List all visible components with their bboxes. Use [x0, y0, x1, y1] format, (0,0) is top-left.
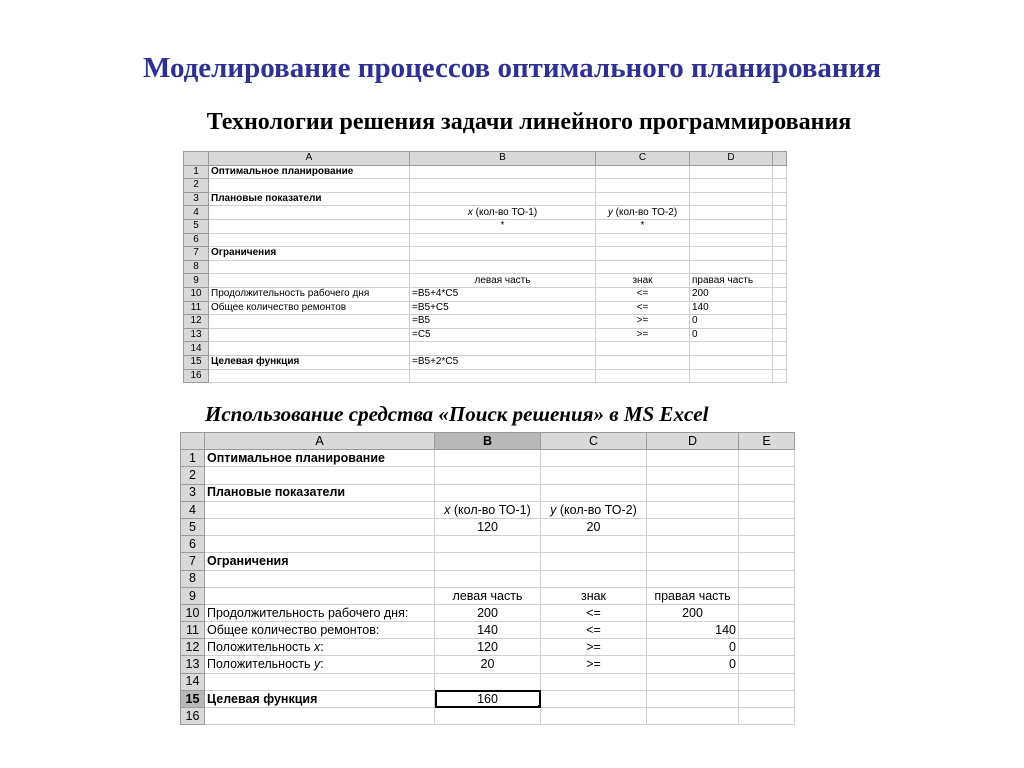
cell-b[interactable] [435, 450, 541, 467]
cell-d[interactable] [647, 484, 739, 501]
cell-b[interactable] [435, 553, 541, 570]
cell-b[interactable] [410, 342, 596, 356]
column-header-a[interactable]: A [205, 433, 435, 450]
cell-e[interactable] [739, 708, 795, 725]
row-number[interactable]: 6 [184, 233, 209, 247]
cell-d[interactable] [690, 192, 773, 206]
cell-b[interactable] [435, 673, 541, 690]
cell-e[interactable] [773, 328, 787, 342]
cell-a[interactable] [205, 570, 435, 587]
cell-c[interactable] [541, 450, 647, 467]
cell-e[interactable] [773, 274, 787, 288]
cell-b[interactable] [410, 233, 596, 247]
row-number[interactable]: 7 [181, 553, 205, 570]
cell-d[interactable]: 0 [647, 639, 739, 656]
cell-b[interactable] [410, 247, 596, 261]
cell-a[interactable]: Продолжительность рабочего дня: [205, 604, 435, 621]
row-number[interactable]: 2 [181, 467, 205, 484]
cell-a[interactable]: Ограничения [209, 247, 410, 261]
table-row [181, 639, 795, 656]
cell-e[interactable] [739, 639, 795, 656]
row-number[interactable]: 13 [181, 656, 205, 673]
cell-c[interactable] [596, 165, 690, 179]
cell-e[interactable] [739, 467, 795, 484]
cell-d[interactable]: правая часть [690, 274, 773, 288]
variable-letter: y [550, 502, 557, 517]
cell-c[interactable]: >= [596, 328, 690, 342]
active-cell-b15[interactable]: 160 [435, 690, 541, 707]
cell-b[interactable]: 120 [435, 518, 541, 535]
row-number[interactable]: 1 [184, 165, 209, 179]
cell-e[interactable] [739, 501, 795, 518]
cell-a[interactable] [205, 467, 435, 484]
table-row [181, 450, 795, 467]
table-row [181, 484, 795, 501]
cell-b[interactable] [435, 536, 541, 553]
cell-b[interactable] [435, 708, 541, 725]
cell-c[interactable]: знак [596, 274, 690, 288]
cell-a[interactable]: Общее количество ремонтов [209, 301, 410, 315]
cell-a[interactable] [209, 260, 410, 274]
cell-a[interactable] [209, 179, 410, 193]
cell-d[interactable]: 140 [690, 301, 773, 315]
cell-b[interactable] [410, 260, 596, 274]
row-number[interactable]: 8 [181, 570, 205, 587]
cell-e[interactable] [773, 247, 787, 261]
variable-letter: x [314, 640, 321, 655]
cell-d[interactable] [690, 179, 773, 193]
cell-d[interactable] [647, 536, 739, 553]
table-row [184, 260, 787, 274]
cell-d[interactable]: 0 [690, 328, 773, 342]
column-header-b[interactable]: B [435, 433, 541, 450]
cell-d[interactable]: правая часть [647, 587, 739, 604]
cell-d[interactable]: 0 [690, 315, 773, 329]
row-number[interactable]: 12 [181, 639, 205, 656]
row-number[interactable]: 3 [184, 192, 209, 206]
cell-c[interactable]: <= [596, 301, 690, 315]
table-row [181, 587, 795, 604]
cell-b[interactable]: левая часть [435, 587, 541, 604]
cell-e[interactable] [739, 518, 795, 535]
table-row [181, 690, 795, 707]
table-row [181, 518, 795, 535]
cell-c[interactable] [541, 467, 647, 484]
cell-b[interactable] [410, 192, 596, 206]
table-row [181, 673, 795, 690]
cell-a[interactable] [209, 328, 410, 342]
column-header-d[interactable]: D [690, 152, 773, 166]
table-row [181, 708, 795, 725]
cell-c[interactable]: <= [596, 287, 690, 301]
table-row [184, 192, 787, 206]
row-number[interactable]: 10 [181, 604, 205, 621]
solver-caption: Использование средства «Поиск решения» в MS Excel [205, 402, 709, 426]
column-header-d[interactable]: D [647, 433, 739, 450]
cell-e[interactable] [773, 233, 787, 247]
cell-c[interactable]: 20 [541, 518, 647, 535]
fill-handle[interactable] [538, 705, 541, 708]
cell-c[interactable]: <= [541, 604, 647, 621]
row-number[interactable]: 4 [181, 501, 205, 518]
row-number[interactable]: 10 [184, 287, 209, 301]
cell-d[interactable] [690, 355, 773, 369]
cell-d[interactable] [690, 260, 773, 274]
cell-d[interactable] [690, 233, 773, 247]
cell-e[interactable] [773, 301, 787, 315]
row-number[interactable]: 13 [184, 328, 209, 342]
cell-a[interactable] [209, 274, 410, 288]
table-row [184, 287, 787, 301]
column-header-c[interactable]: C [541, 433, 647, 450]
row-number[interactable]: 5 [181, 518, 205, 535]
cell-b[interactable]: =B5 [410, 315, 596, 329]
cell-a[interactable]: Плановые показатели [205, 484, 435, 501]
row-number[interactable]: 14 [184, 342, 209, 356]
cell-a[interactable]: Положительность y: [205, 656, 435, 673]
cell-c[interactable] [596, 260, 690, 274]
row-number[interactable]: 9 [181, 587, 205, 604]
variable-letter: x [444, 502, 451, 517]
cell-d[interactable] [690, 165, 773, 179]
table-row [184, 233, 787, 247]
cell-e[interactable] [773, 206, 787, 220]
cell-a[interactable]: Ограничения [205, 553, 435, 570]
cell-b[interactable] [410, 165, 596, 179]
cell-c[interactable]: y (кол-во ТО-2) [596, 206, 690, 220]
cell-e[interactable] [739, 656, 795, 673]
table-row [184, 315, 787, 329]
cell-b[interactable]: =C5 [410, 328, 596, 342]
column-header-a[interactable]: A [209, 152, 410, 166]
cell-d[interactable] [690, 247, 773, 261]
table-row [184, 165, 787, 179]
cell-a[interactable] [205, 708, 435, 725]
cell-c[interactable] [596, 355, 690, 369]
cell-a[interactable] [209, 219, 410, 233]
cell-a[interactable] [205, 501, 435, 518]
cell-c[interactable] [596, 233, 690, 247]
cell-d[interactable] [647, 501, 739, 518]
cell-c[interactable]: >= [596, 315, 690, 329]
variable-letter: y [607, 206, 613, 218]
variable-letter: y [314, 657, 321, 672]
formula-spreadsheet [183, 151, 787, 383]
cell-d[interactable]: 0 [647, 656, 739, 673]
cell-c[interactable]: * [596, 219, 690, 233]
cell-a[interactable] [205, 536, 435, 553]
row-number[interactable]: 15 [181, 690, 205, 707]
cell-e[interactable] [739, 484, 795, 501]
cell-b[interactable]: =B5+2*C5 [410, 355, 596, 369]
cell-b[interactable] [435, 484, 541, 501]
cell-d[interactable] [647, 450, 739, 467]
table-row [184, 179, 787, 193]
table-row [181, 622, 795, 639]
cell-e[interactable] [773, 192, 787, 206]
cell-d[interactable] [647, 708, 739, 725]
cell-a[interactable] [209, 233, 410, 247]
cell-a[interactable]: Положительность x: [205, 639, 435, 656]
variable-letter: x [467, 206, 473, 218]
row-number[interactable]: 12 [184, 315, 209, 329]
cell-c[interactable]: знак [541, 587, 647, 604]
cell-d[interactable] [647, 570, 739, 587]
table-row [184, 355, 787, 369]
column-header-e[interactable]: E [739, 433, 795, 450]
cell-d[interactable] [690, 206, 773, 220]
cell-a[interactable]: Продолжительность рабочего дня [209, 287, 410, 301]
cell-c[interactable]: y (кол-во ТО-2) [541, 501, 647, 518]
cell-e[interactable] [739, 690, 795, 707]
cell-e[interactable] [739, 536, 795, 553]
cell-b[interactable]: x (кол-во ТО-1) [435, 501, 541, 518]
cell-b[interactable]: =B5+4*C5 [410, 287, 596, 301]
cell-d[interactable]: 140 [647, 622, 739, 639]
cell-c[interactable] [596, 179, 690, 193]
slide-title: Моделирование процессов оптимального планирования [142, 52, 882, 84]
cell-a[interactable]: Общее количество ремонтов: [205, 622, 435, 639]
table-row [181, 501, 795, 518]
cell-a[interactable] [209, 342, 410, 356]
cell-a[interactable] [205, 587, 435, 604]
cell-b[interactable]: 120 [435, 639, 541, 656]
cell-d[interactable] [647, 553, 739, 570]
row-number[interactable]: 16 [181, 708, 205, 725]
table-row [184, 274, 787, 288]
cell-a[interactable]: Целевая функция [205, 690, 435, 707]
cell-b[interactable]: x (кол-во ТО-1) [410, 206, 596, 220]
column-header-row [184, 152, 787, 166]
row-number[interactable]: 6 [181, 536, 205, 553]
cell-d[interactable] [690, 219, 773, 233]
cell-c[interactable] [541, 536, 647, 553]
table-row [181, 467, 795, 484]
cell-e[interactable] [739, 570, 795, 587]
row-number[interactable]: 16 [184, 369, 209, 383]
row-number[interactable]: 9 [184, 274, 209, 288]
cell-b[interactable]: 20 [435, 656, 541, 673]
cell-d[interactable] [647, 467, 739, 484]
cell-c[interactable]: >= [541, 656, 647, 673]
cell-e[interactable] [739, 622, 795, 639]
cell-a[interactable] [205, 518, 435, 535]
table-row [184, 328, 787, 342]
cell-e[interactable] [773, 179, 787, 193]
row-number[interactable]: 11 [184, 301, 209, 315]
select-all-corner[interactable] [181, 433, 205, 450]
cell-d[interactable] [647, 690, 739, 707]
cell-b[interactable]: =B5+C5 [410, 301, 596, 315]
row-number[interactable]: 5 [184, 219, 209, 233]
table-row [181, 536, 795, 553]
column-header-e[interactable] [773, 152, 787, 166]
cell-c[interactable] [541, 690, 647, 707]
cell-c[interactable] [541, 553, 647, 570]
table-row [181, 553, 795, 570]
cell-d[interactable] [690, 342, 773, 356]
cell-d[interactable] [647, 673, 739, 690]
row-number[interactable]: 2 [184, 179, 209, 193]
cell-a[interactable] [205, 673, 435, 690]
cell-a[interactable]: Плановые показатели [209, 192, 410, 206]
row-number[interactable]: 15 [184, 355, 209, 369]
cell-a[interactable] [209, 206, 410, 220]
table-row [184, 301, 787, 315]
cell-b[interactable]: 140 [435, 622, 541, 639]
table-row [181, 570, 795, 587]
slide-subtitle: Технологии решения задачи линейного программирования [206, 109, 852, 135]
row-number[interactable]: 11 [181, 622, 205, 639]
cell-b[interactable]: * [410, 219, 596, 233]
cell-e[interactable] [773, 260, 787, 274]
table-row [184, 206, 787, 220]
cell-c[interactable]: >= [541, 639, 647, 656]
column-header-b[interactable]: B [410, 152, 596, 166]
cell-b[interactable] [410, 369, 596, 383]
cell-e[interactable] [739, 553, 795, 570]
cell-a[interactable] [209, 315, 410, 329]
cell-b[interactable]: 200 [435, 604, 541, 621]
cell-e[interactable] [739, 604, 795, 621]
cell-c[interactable] [596, 342, 690, 356]
cell-a[interactable]: Целевая функция [209, 355, 410, 369]
cell-c[interactable] [596, 247, 690, 261]
cell-b[interactable] [435, 570, 541, 587]
cell-b[interactable] [410, 179, 596, 193]
cell-e[interactable] [773, 315, 787, 329]
cell-d[interactable] [647, 518, 739, 535]
cell-e[interactable] [773, 287, 787, 301]
select-all-corner[interactable] [184, 152, 209, 166]
table-row [181, 604, 795, 621]
table-row [184, 369, 787, 383]
column-header-c[interactable]: C [596, 152, 690, 166]
row-number[interactable]: 8 [184, 260, 209, 274]
cell-c[interactable] [541, 570, 647, 587]
cell-c[interactable] [541, 673, 647, 690]
cell-b[interactable] [435, 467, 541, 484]
column-header-row [181, 433, 795, 450]
cell-c[interactable] [596, 192, 690, 206]
cell-a[interactable]: Оптимальное планирование [209, 165, 410, 179]
cell-a[interactable]: Оптимальное планирование [205, 450, 435, 467]
table-row [184, 247, 787, 261]
row-number[interactable]: 3 [181, 484, 205, 501]
cell-c[interactable] [541, 484, 647, 501]
cell-d[interactable]: 200 [647, 604, 739, 621]
cell-e[interactable] [773, 369, 787, 383]
cell-e[interactable] [739, 587, 795, 604]
table-row [181, 656, 795, 673]
row-number[interactable]: 1 [181, 450, 205, 467]
cell-e[interactable] [739, 673, 795, 690]
table-row [184, 342, 787, 356]
row-number[interactable]: 7 [184, 247, 209, 261]
cell-a[interactable] [209, 369, 410, 383]
cell-c[interactable] [541, 708, 647, 725]
row-number[interactable]: 4 [184, 206, 209, 220]
cell-b[interactable]: левая часть [410, 274, 596, 288]
solver-result-spreadsheet [180, 432, 795, 725]
cell-e[interactable] [773, 342, 787, 356]
table-row [184, 219, 787, 233]
cell-e[interactable] [773, 219, 787, 233]
cell-e[interactable] [773, 165, 787, 179]
cell-d[interactable]: 200 [690, 287, 773, 301]
row-number[interactable]: 14 [181, 673, 205, 690]
cell-e[interactable] [739, 450, 795, 467]
cell-d[interactable] [690, 369, 773, 383]
cell-e[interactable] [773, 355, 787, 369]
cell-c[interactable]: <= [541, 622, 647, 639]
cell-c[interactable] [596, 369, 690, 383]
